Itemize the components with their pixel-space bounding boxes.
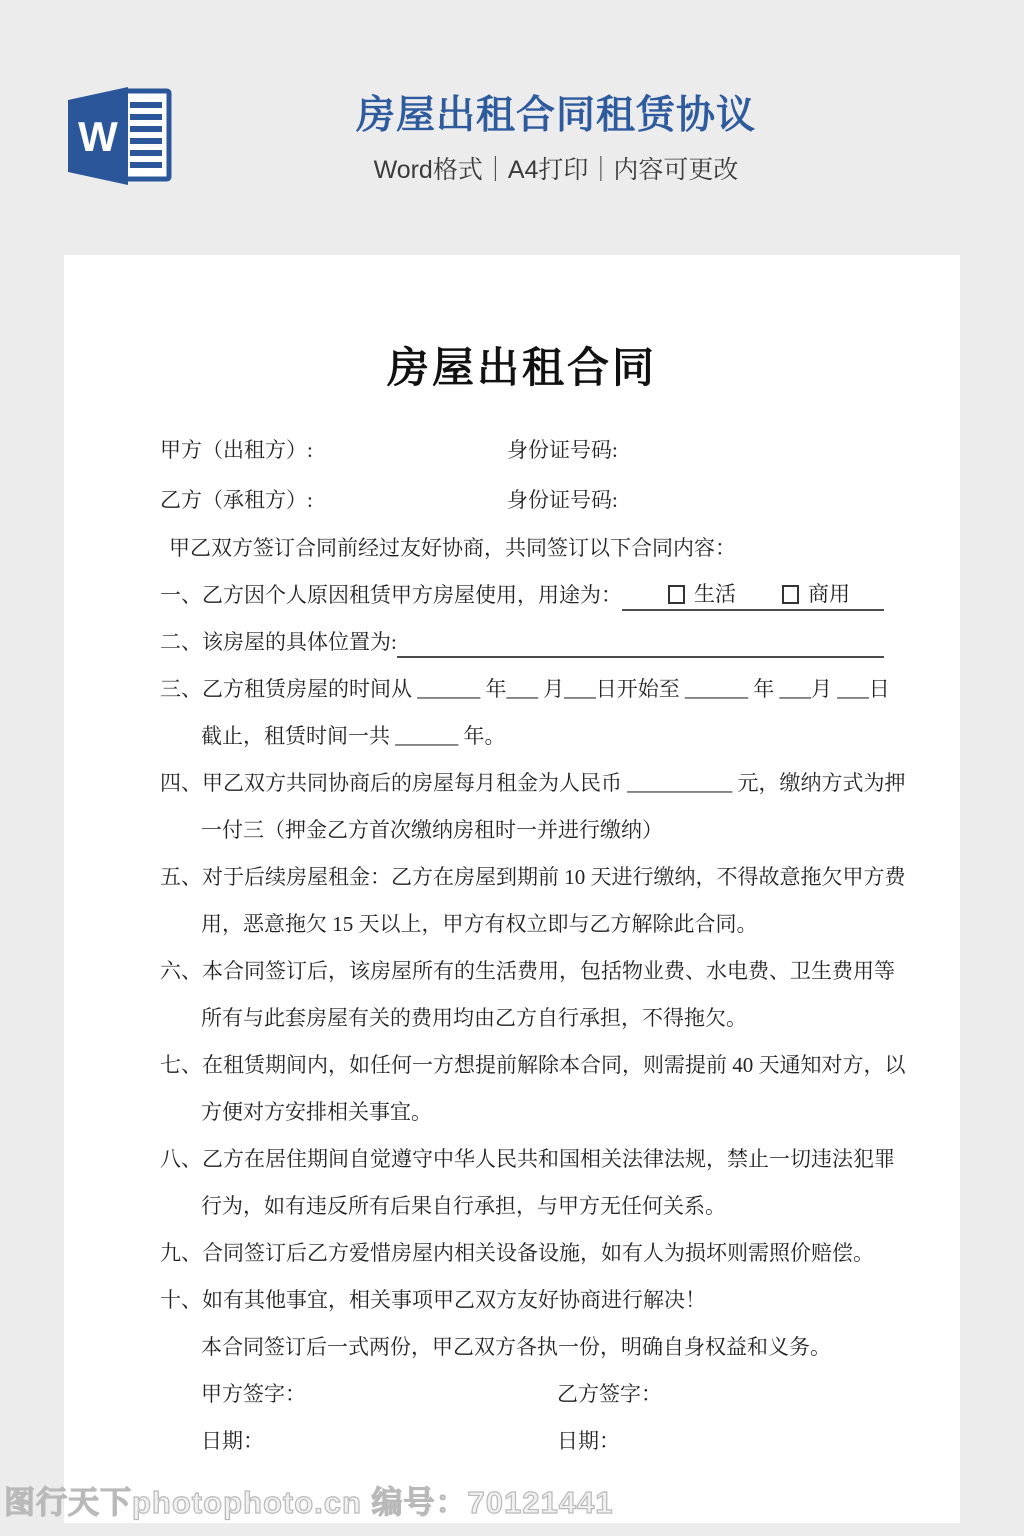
clause-text: 甲乙双方共同协商后的房屋每月租金为人民币 __________ 元，缴纳方式为押 — [202, 771, 906, 795]
clause-text: 在租赁期间内，如任何一方想提前解除本合同，则需提前 40 天通知对方，以 — [202, 1053, 906, 1077]
document-page — [64, 255, 960, 1523]
blank-underline — [622, 573, 884, 611]
clause-line — [160, 1136, 895, 1183]
clause-text: 方便对方安排相关事宜。 — [201, 1100, 432, 1124]
clause-number: 四、 — [160, 771, 202, 795]
clause-text: 合同签订后乙方爱惜房屋内相关设备设施，如有人为损坏则需照价赔偿。 — [202, 1241, 874, 1265]
date-row — [160, 1418, 884, 1465]
signature-row — [160, 1371, 884, 1418]
party-row — [160, 425, 884, 475]
word-letter: W — [78, 113, 118, 160]
id-number-label: 身份证号码: — [507, 488, 618, 512]
clause-line — [160, 1183, 884, 1230]
clause-line — [160, 760, 906, 807]
clause-line — [160, 948, 895, 995]
clause-number: 八、 — [160, 1147, 202, 1171]
clause-text: 对于后续房屋租金：乙方在房屋到期前 10 天进行缴纳，不得故意拖欠甲方费 — [202, 865, 906, 889]
clause-line — [160, 807, 884, 854]
clause-line — [160, 901, 884, 948]
clause-number: 九、 — [160, 1241, 202, 1265]
clause-line — [160, 666, 890, 713]
checkbox-option — [782, 584, 850, 605]
word-logo-svg — [58, 80, 176, 192]
clause-number: 七、 — [160, 1053, 202, 1077]
clause-number: 十、 — [160, 1288, 202, 1312]
watermark: 图行天下photophoto.cn 编号：70121441 — [4, 1485, 614, 1520]
checkbox-icon[interactable] — [782, 585, 799, 604]
clause-line — [160, 1277, 884, 1324]
clause-line — [160, 713, 884, 760]
blank-underline — [397, 620, 884, 658]
checkbox-icon[interactable] — [668, 585, 685, 604]
clause-line — [160, 572, 884, 619]
checkbox-label: 生活 — [694, 582, 736, 606]
checkbox-options — [668, 584, 850, 605]
header-title: 房屋出租合同租赁协议 — [355, 94, 756, 137]
party-rows — [160, 425, 884, 525]
party-a-date-label: 日期： — [201, 1429, 264, 1453]
closing-paragraph: 本合同签订后一式两份，甲乙双方各执一份，明确自身权益和义务。 — [201, 1335, 831, 1359]
clause-number: 一、 — [160, 583, 202, 607]
header-subtitle: Word格式｜A4打印｜内容可更改 — [373, 155, 739, 184]
clause-number: 二、 — [160, 630, 202, 654]
clause-line — [160, 854, 906, 901]
checkbox-label: 商用 — [808, 582, 850, 606]
party-label: 甲方（出租方）: — [160, 438, 313, 462]
clause-number: 三、 — [160, 677, 202, 701]
clause-line — [160, 1042, 906, 1089]
clause-line — [160, 1230, 884, 1277]
clause-text: 乙方在居住期间自觉遵守中华人民共和国相关法律法规，禁止一切违法犯罪 — [202, 1147, 895, 1171]
clause-number: 五、 — [160, 865, 202, 889]
clause-text: 截止，租赁时间一共 ______ 年。 — [201, 724, 506, 748]
party-label: 乙方（承租方）: — [160, 488, 313, 512]
clause-text: 该房屋的具体位置为: — [202, 630, 397, 654]
party-row — [160, 475, 884, 525]
clause-number: 六、 — [160, 959, 202, 983]
header-text-block — [300, 92, 812, 186]
clause-text: 行为，如有违反所有后果自行承担，与甲方无任何关系。 — [201, 1194, 726, 1218]
clause-line — [160, 619, 884, 666]
clause-text: 本合同签订后，该房屋所有的生活费用，包括物业费、水电费、卫生费用等 — [202, 959, 895, 983]
clause-text: 用，恶意拖欠 15 天以上，甲方有权立即与乙方解除此合同。 — [201, 912, 758, 936]
party-a-signature-label: 甲方签字： — [201, 1382, 306, 1406]
clause-text: 一付三（押金乙方首次缴纳房租时一并进行缴纳） — [201, 818, 663, 842]
document-title: 房屋出租合同 — [386, 346, 657, 392]
clause-text: 如有其他事宜，相关事项甲乙双方友好协商进行解决！ — [202, 1288, 706, 1312]
party-b-date-label: 日期： — [557, 1429, 620, 1453]
clause-line — [160, 1089, 884, 1136]
word-logo-icon — [58, 80, 176, 192]
clauses-list — [160, 572, 906, 1324]
clause-text: 乙方因个人原因租赁甲方房屋使用，用途为： — [202, 583, 622, 607]
clause-text: 乙方租赁房屋的时间从 ______ 年___ 月___日开始至 ______ 年 ___月 ___日 — [202, 677, 890, 701]
checkbox-option — [668, 584, 736, 605]
clause-line — [160, 995, 884, 1042]
id-number-label: 身份证号码: — [507, 438, 618, 462]
intro-paragraph: 甲乙双方签订合同前经过友好协商，共同签订以下合同内容： — [169, 536, 736, 560]
party-b-signature-label: 乙方签字： — [557, 1382, 662, 1406]
clause-text: 所有与此套房屋有关的费用均由乙方自行承担，不得拖欠。 — [201, 1006, 747, 1030]
